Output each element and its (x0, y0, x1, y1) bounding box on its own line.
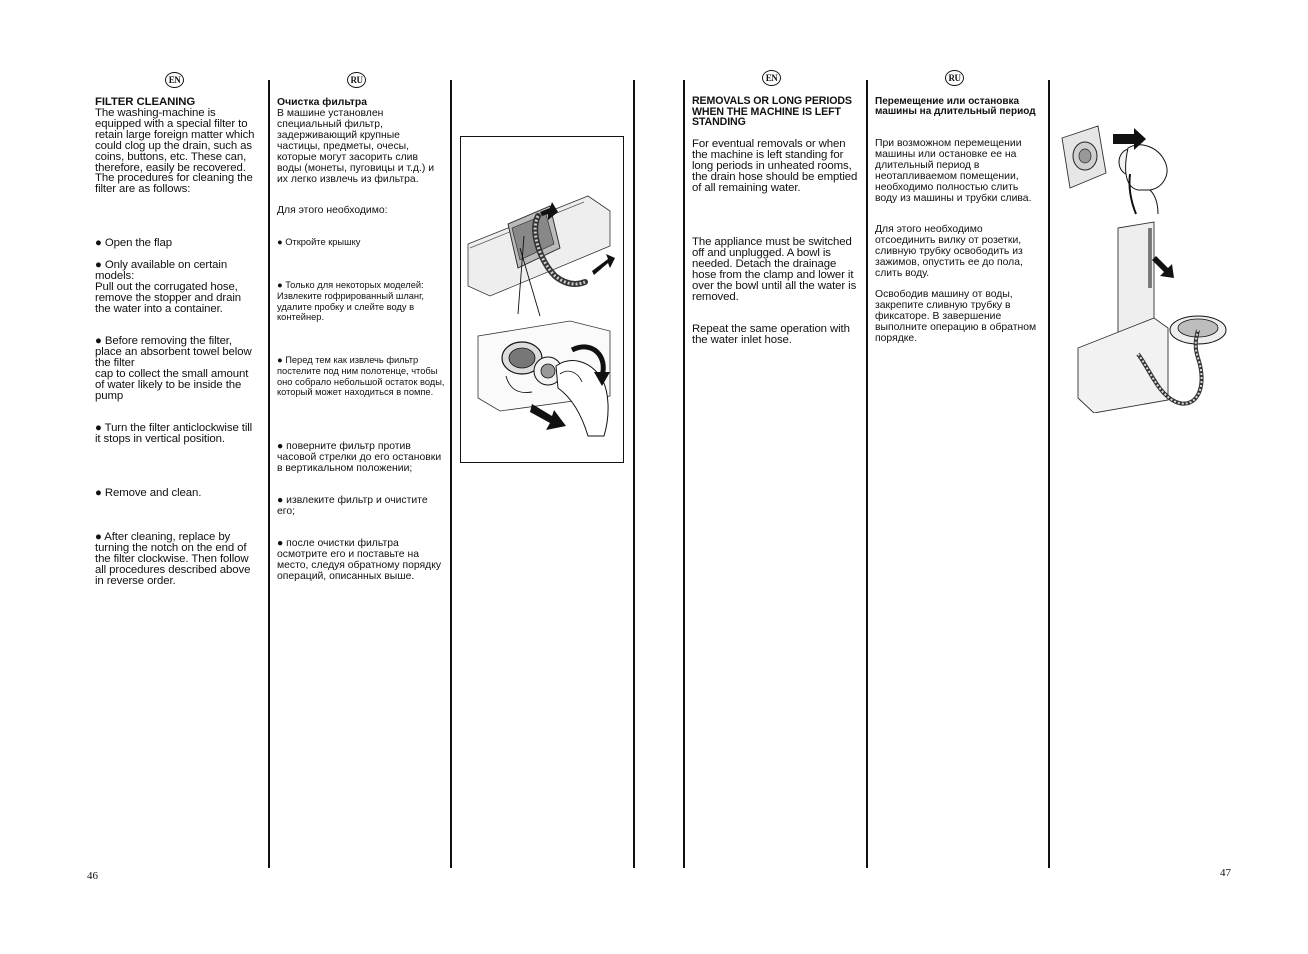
section-title: REMOVALS OR LONG PERIODS WHEN THE MACHINE IS LEFT STANDING (692, 95, 852, 129)
step-text: Pull out the corrugated hose, remove the stopper and drain the water into a container. (95, 281, 242, 315)
step-text: ● после очистки фильтра осмотрите его и поставьте на место, следуя обратному порядку операций, описанных выше. (277, 538, 442, 582)
removals-ru (875, 97, 1041, 357)
paragraph: При возможном перемещении машины или остановке ее на длительный период в неотапливаемом помещении, необходимо полностью слить воду из машины и трубки слива. (875, 138, 1032, 204)
intro-text: В машине установлен специальный фильтр, задерживающий крупные частицы, предметы, очесы, которые могут засорить слив воды (монеты, пуговицы и т.д.) и их легко извлечь из фильтра. (277, 108, 435, 185)
paragraph: The appliance must be switched off and unplugged. A bowl is needed. Detach the drainage hose from the clamp and lower it over the bowl until all the water is removed. (692, 236, 857, 303)
filter-illustration (460, 136, 624, 463)
filter-cleaning-en (95, 97, 259, 617)
step-text: ● извлеките фильтр и очистите его; (277, 495, 428, 517)
step-text: ● Only available on certain models: (95, 259, 228, 282)
column-divider (683, 80, 685, 868)
column-divider (450, 80, 452, 868)
section-title: Перемещение или остановка машины на длительный период (875, 96, 1036, 118)
paragraph: Repeat the same operation with the water inlet hose. (692, 323, 850, 346)
paragraph: For eventual removals or when the machine is left standing for long periods in unheated rooms, the drain hose should be emptied of all remaining water. (692, 138, 858, 194)
column-divider (268, 80, 270, 868)
paragraph: Освободив машину от воды, закрепите сливную трубку в фиксаторе. В завершение выполните операцию в обратном порядке. (875, 289, 1037, 344)
step-text: ● Remove and clean. (95, 487, 202, 499)
language-badge-en: EN (762, 70, 781, 86)
removal-illustration (1058, 118, 1238, 413)
step-text: ● Turn the filter anticlockwise till it stops in vertical position. (95, 422, 253, 445)
language-badge-ru: RU (945, 70, 964, 86)
filter-cleaning-ru (277, 97, 445, 597)
section-title: Очистка фильтра (277, 97, 368, 108)
step-text: cap to collect the small amount of water likely to be inside the pump (95, 368, 249, 402)
step-text: ● After cleaning, replace by turning the notch on the end of the filter clockwise. Then follow all procedures described above in reverse order. (95, 531, 251, 587)
page-number-right: 47 (1220, 867, 1231, 879)
column-divider (1048, 80, 1050, 868)
page-number-left: 46 (87, 870, 98, 882)
paragraph: Для этого необходимо отсоединить вилку от розетки, сливную трубку освободить из зажимов, опустить ее до пола, слить воду. (875, 224, 1023, 279)
intro-text: Для этого необходимо: (277, 205, 388, 216)
section-title: FILTER CLEANING (95, 96, 196, 108)
step-text: ● Только для некоторых моделей: Извлеките гофрированный шланг, удалите пробку и слейте воду в контейнер. (277, 280, 424, 323)
removals-en (692, 96, 858, 356)
column-divider (633, 80, 635, 868)
step-text: ● поверните фильтр против часовой стрелки до его остановки в вертикальном положении; (277, 441, 442, 474)
step-text: ● Откройте крышку (277, 237, 361, 247)
intro-text: The washing-machine is equipped with a special filter to retain large foreign matter which could clog up the drain, such as coins, buttons, etc. These can, therefore, easily be recovered. The procedures for cleaning the filter are as follows: (95, 107, 255, 196)
step-text: ● Open the flap (95, 237, 172, 249)
step-text: ● Before removing the filter, place an absorbent towel below the filter (95, 335, 252, 369)
language-badge-en: EN (165, 72, 184, 88)
column-divider (866, 80, 868, 868)
language-badge-ru: RU (347, 72, 366, 88)
step-text: ● Перед тем как извлечь фильтр постелите под ним полотенце, чтобы оно собрало небольшой остаток воды, который может находиться в помпе. (277, 355, 445, 398)
